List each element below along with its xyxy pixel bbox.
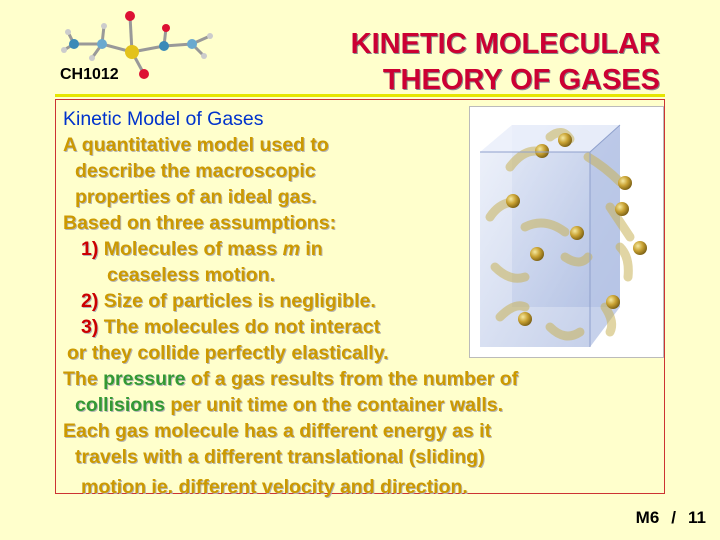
mass-variable: m — [282, 238, 300, 260]
assumption-2: 2) Size of particles is negligible. — [81, 290, 376, 312]
title-line-1: KINETIC MOLECULAR — [350, 28, 660, 60]
assumption-1-text-pre: Molecules of mass — [98, 238, 283, 260]
section-heading: Kinetic Model of Gases — [63, 108, 264, 130]
assumption-1: 1) Molecules of mass m in — [81, 238, 323, 260]
assumption-1-number: 1 — [81, 238, 92, 260]
collisions-term: collisions — [75, 394, 165, 416]
pressure-pre: The — [63, 368, 104, 390]
title-line-2: THEORY OF GASES — [382, 64, 660, 96]
page-number: 11 — [688, 508, 706, 527]
definition-line-3: properties of an ideal gas. — [75, 186, 317, 208]
slide-title — [351, 26, 660, 98]
pressure-line-2 — [63, 392, 663, 418]
energy-line-3: motion ie. different velocity and direction. — [81, 476, 468, 498]
assumption-2-number: 2 — [81, 290, 92, 312]
assumption-3-text: The molecules do not interact — [98, 316, 381, 338]
module-label: M6 — [635, 508, 660, 527]
title-divider — [55, 94, 665, 97]
assumption-1-line-2: ceaseless motion. — [107, 264, 275, 286]
definition-line-2: describe the macroscopic — [75, 160, 316, 182]
course-code: CH1012 — [60, 66, 119, 83]
definition-line-1: A quantitative model used to — [63, 134, 329, 156]
assumption-3-number: 3 — [81, 316, 92, 338]
slide-footer — [636, 508, 706, 528]
assumptions-intro: Based on three assumptions: — [63, 212, 337, 234]
pressure-line-2-post: per unit time on the container walls. — [164, 394, 504, 416]
pressure-post: of a gas results from the number of — [185, 368, 519, 390]
assumption-3: 3) The molecules do not interact — [81, 316, 381, 338]
energy-line-2: travels with a different translational (sliding) — [75, 446, 485, 468]
footer-separator: / — [671, 508, 677, 527]
slide-body — [63, 106, 663, 500]
assumption-1-text-post: in — [299, 238, 323, 260]
assumption-2-text: Size of particles is negligible. — [98, 290, 376, 312]
energy-line-1: Each gas molecule has a different energy as it — [63, 420, 492, 442]
pressure-line-1 — [63, 366, 663, 392]
assumption-3-line-2: or they collide perfectly elastically. — [67, 342, 389, 364]
pressure-term: pressure — [103, 368, 186, 390]
